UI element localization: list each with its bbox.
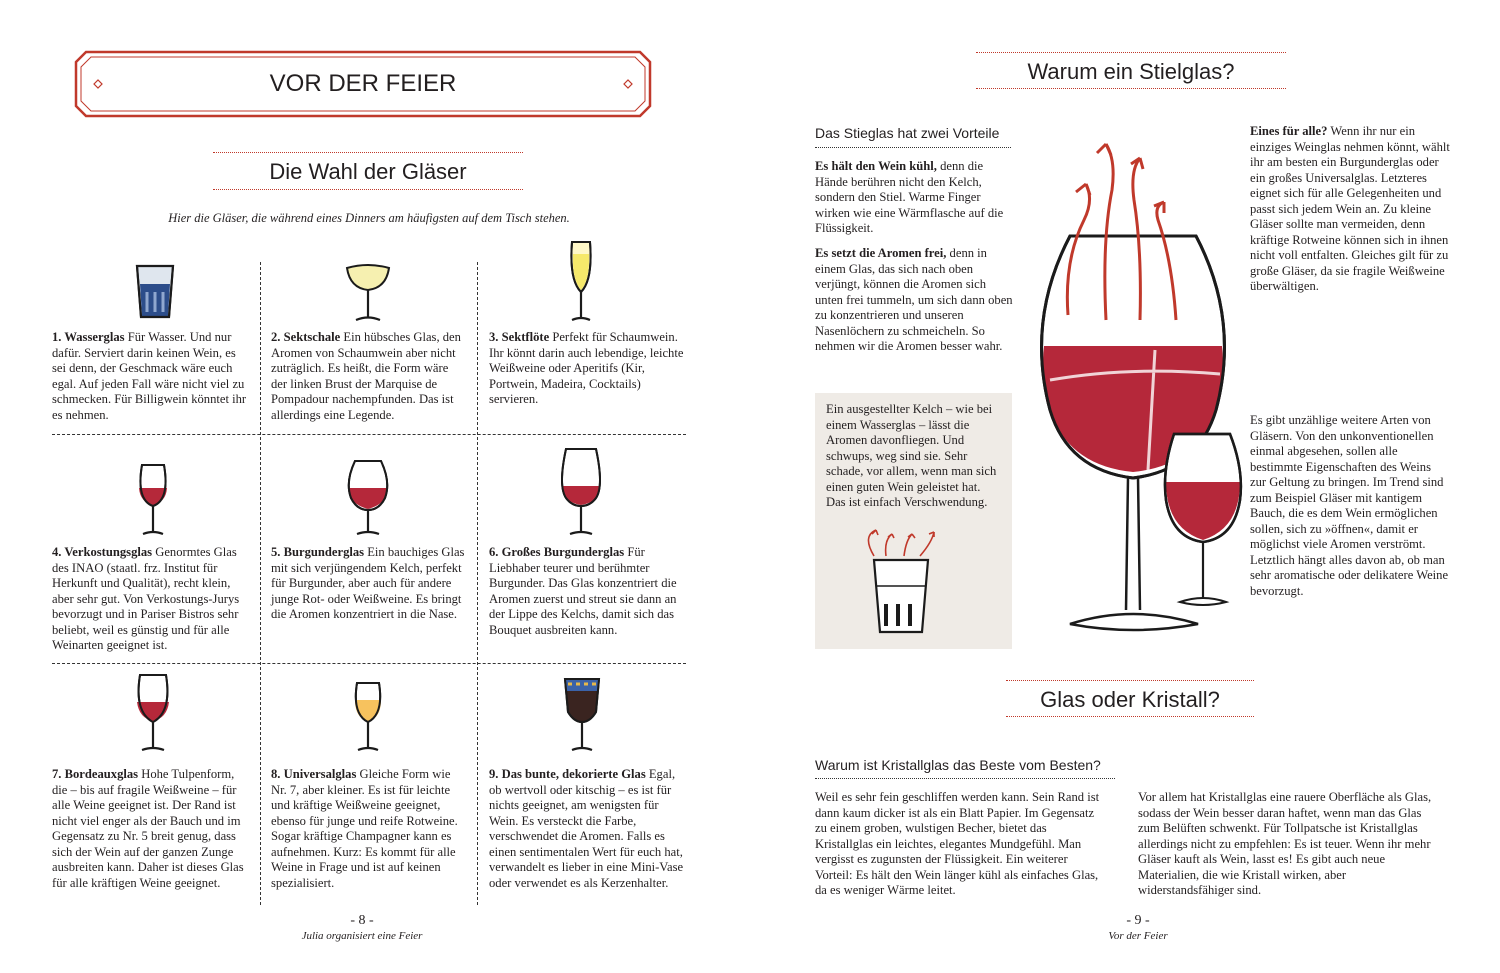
subhead: Das Stieglas hat zwei Vorteile xyxy=(815,125,1000,141)
decorated-glass-icon xyxy=(562,676,602,754)
burgundy-glass-icon xyxy=(345,458,391,538)
section-title: Die Wahl der Gläser xyxy=(269,159,467,184)
champagne-flute-icon xyxy=(566,240,596,324)
column-text: Weil es sehr fein geschliffen werden kann. Sein Rand ist dann kaum dicker ist als ein Blatt Papier. Im Gegensatz zu einem groben, wulstigen Becher, bietet das Kristallglas ein leichtes, elegantes Mundgefühl. Man vergisst es zugunsten der Flüssigkeit. Ein weiterer Vorteil: Es hält den Wein länger kühl als einfaches Glas, da es weniger Wärme leitet. xyxy=(815,790,1100,897)
divider xyxy=(213,189,523,190)
section-title: Glas oder Kristall? xyxy=(1040,687,1220,712)
banner-title: VOR DER FEIER xyxy=(269,70,457,97)
coupe-glass-icon xyxy=(344,260,392,324)
glass-description: 8. Universalglas Gleiche Form wie Nr. 7, aber kleiner. Es ist für leichte und kräftige Weißweine geeignet, ebenso für junge und reife Rotweine. Sogar kräftige Champagner kann es aufnehmen. Kurz: Es kommt für alle Weine in Frage und ist auf keinen spezialisiert. xyxy=(271,767,458,890)
divider xyxy=(976,88,1286,89)
running-footer: Vor der Feier xyxy=(1108,930,1168,942)
grid-divider xyxy=(52,663,686,664)
large-burgundy-glass-icon xyxy=(558,446,604,538)
page-number: - 9 - xyxy=(1126,913,1150,928)
column-text: Vor allem hat Kristallglas eine rauere Oberfläche als Glas, sodass der Wein besser daran haftet, wenn man das Glas zum Belüften schwenkt. Für Tollpatsche ist Kristallglas allerdings nicht zu empfehlen: Es ist teuer. Wenn ihr mehr Gläser kauft als Wein, lasst es! Es gibt auch neue Materialien, die wie Kristall wirken, aber widerstandsfähiger sind. xyxy=(1138,790,1432,897)
tumbler-aromas-icon xyxy=(862,528,942,640)
grid-divider xyxy=(52,434,686,435)
sidebar-paragraph: Eines für alle? Wenn ihr nur ein einziges Weinglas nehmen könnt, wählt ihr am besten ein Burgunderglas oder ein großes Universalglas. Letzteres eignet sich für alle Gelegenheiten und passt sich jedem Wein an. Zu kleine Gläser sollte man vermeiden, denn kräftige Rotweine können sich in ihnen nicht voll entfalten. Gleiches gilt für zu große Gläser, da sie fragile Weißweine überwältigen. xyxy=(1250,124,1450,293)
glass-description: 1. Wasserglas Für Wasser. Und nur dafür. Serviert darin keinen Wein, es sei denn, der Geschmack wäre euch egal. Auf jeden Fall wäre nicht viel zu schmecken. Für Billigwein könntet ihr es nehmen. xyxy=(52,330,247,422)
grid-divider xyxy=(477,262,478,905)
glass-description: 2. Sektschale Ein hübsches Glas, den Aromen von Schaumwein aber nicht zuträglich. Es heißt, die Form wäre der linken Brust der Marquise de Pompadour nachempfunden. Das ist allerdings eine Legende. xyxy=(271,330,461,422)
info-box-text: Ein ausgestellter Kelch – wie bei einem Wasserglas – lässt die Aromen davonfliegen. Und schwups, weg sind sie. Sehr schade, vor allem, wenn man sich einen guten Wein geleistet hat. Das ist einfach Verschwendung. xyxy=(826,402,997,509)
divider xyxy=(1006,680,1254,681)
glass-description: 3. Sektflöte Perfekt für Schaumwein. Ihr könnt darin auch lebendige, leichte Weißweine oder Aperitifs (Kir, Portwein, Madeira, Cocktails) servieren. xyxy=(489,330,684,406)
universal-glass-icon xyxy=(352,680,384,754)
subhead-rule xyxy=(815,147,1011,148)
small-wine-glass-illustration xyxy=(1160,430,1246,610)
subhead: Warum ist Kristallglas das Beste vom Besten? xyxy=(815,757,1101,773)
glass-description: 5. Burgunderglas Ein bauchiges Glas mit sich verjüngendem Kelch, perfekt für Burgunder, aber auch für andere junge Rot- oder Weißweine. Es bringt die Aromen konzentriert in die Nase. xyxy=(271,545,465,621)
intro-text: Hier die Gläser, die während eines Dinners am häufigsten auf dem Tisch stehen. xyxy=(168,211,570,225)
page-number: - 8 - xyxy=(350,913,374,928)
subhead-rule xyxy=(815,778,1115,779)
tasting-glass-icon xyxy=(136,462,170,538)
running-footer: Julia organisiert eine Feier xyxy=(301,930,423,942)
section-title: Warum ein Stielglas? xyxy=(1027,59,1235,84)
paragraph: Es hält den Wein kühl, denn die Hände berühren nicht den Kelch, sondern den Stiel. Warme Finger wirken wie eine Wärmflasche auf die Flüssigkeit. xyxy=(815,159,1004,235)
paragraph: Es setzt die Aromen frei, denn in einem Glas, das sich nach oben verjüngt, können die Aromen sich unten frei tummeln, um sich dann oben zu konzentrieren und unseren Nasenlöchern zu schmeicheln. So nehmen wir die Aromen besser wahr. xyxy=(815,246,1013,353)
water-glass-icon xyxy=(133,262,177,320)
grid-divider xyxy=(260,262,261,905)
glass-description: 6. Großes Burgunderglas Für Liebhaber teurer und berühmter Burgunder. Das Glas konzentriert die Aromen zuerst und streut sie dann an der Lippe des Kelchs, damit sich das Bouquet ausbreiten kann. xyxy=(489,545,677,637)
glass-description: 9. Das bunte, dekorierte Glas Egal, ob wertvoll oder kitschig – es ist für nichts geeignet, am wenigsten für Wein. Es versteckt die Farbe, verschwendet die Aromen. Falls es einen sentimentalen Wert für euch hat, verwandelt es lieber in eine Mini-Vase oder verwendet es als Kerzenhalter. xyxy=(489,767,684,890)
bordeaux-glass-icon xyxy=(134,672,172,754)
divider xyxy=(976,52,1286,53)
glass-description: 7. Bordeauxglas Hohe Tulpenform, die – bis auf fragile Weißweine – für alle Weine geeignet ist. Der Rand ist nicht viel enger als der Bauch und im Gegensatz zu Nr. 5 breit genug, dass sich der Wein auf der ganzen Zunge ausbreiten kann. Daher ist dieses Glas für alle kräftigen Weine geeignet. xyxy=(52,767,244,890)
divider xyxy=(1006,716,1254,717)
sidebar-paragraph: Es gibt unzählige weitere Arten von Gläsern. Von den unkonventionellen einmal abgesehen, sollen alle bestimmte Eigenschaften des Weins zur Geltung zu bringen. Im Trend sind zum Beispiel Gläser mit kantigem Bauch, die es dem Wein ermöglichen sollen, sich zu »öffnen«, damit er möglichst viele Aromen verströmt. Letztlich hängt alles davon ab, ob man sehr aromatische oder delikatere Weine bevorzugt. xyxy=(1250,413,1449,598)
glass-description: 4. Verkostungsglas Genormtes Glas des INAO (staatl. frz. Institut für Herkunft und Qualität), recht klein, aber sehr gut. Von Verkostungs-Jurys bevorzugt und in Pariser Bistros sehr beliebt, weil es günstig und für alle Weinarten geeignet ist. xyxy=(52,545,240,652)
divider xyxy=(213,152,523,153)
